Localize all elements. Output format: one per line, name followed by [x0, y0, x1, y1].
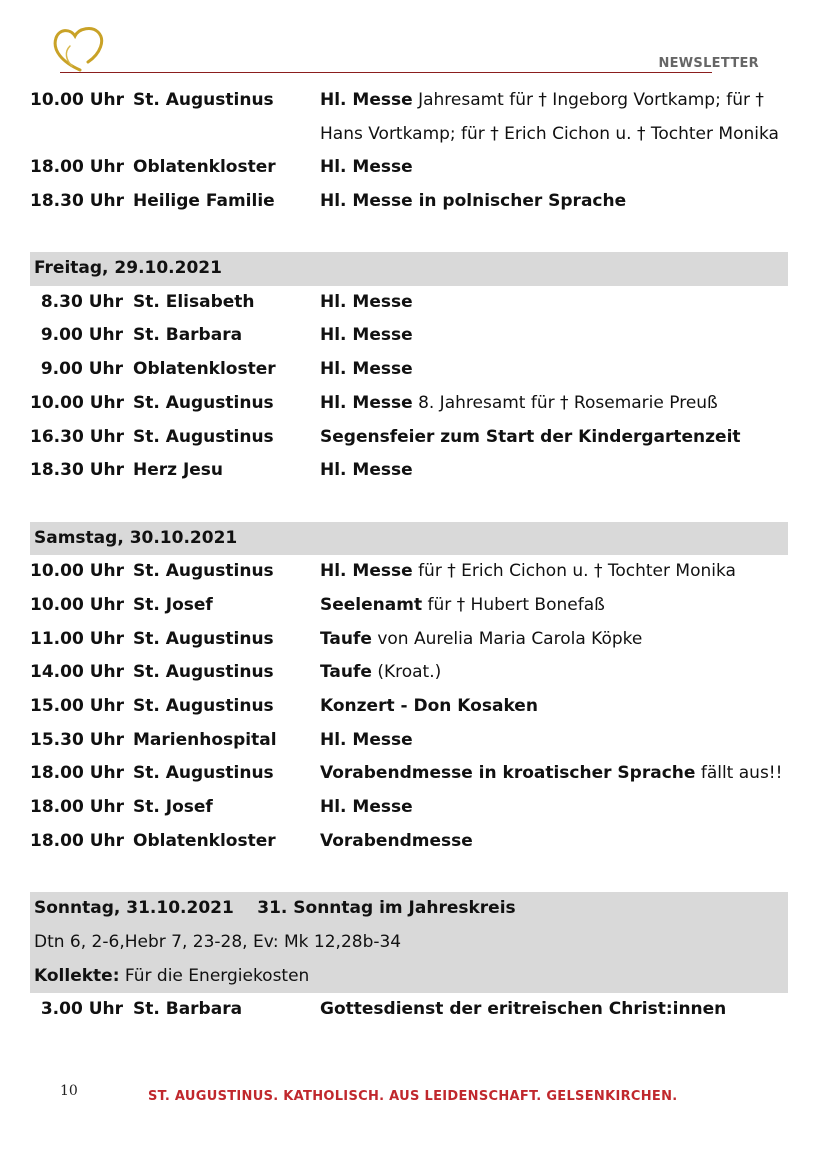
entry-title: Hl. Messe in polnischer Sprache [320, 190, 627, 211]
day-heading-text: Sonntag, 31.10.2021 [34, 898, 234, 919]
entry-description [320, 421, 741, 455]
schedule-entry [30, 656, 788, 690]
entry-place: St. Augustinus [133, 90, 274, 110]
newsletter-label: NEWSLETTER [658, 56, 759, 71]
entry-time: 15.00 Uhr [30, 696, 124, 716]
schedule-entry [30, 387, 788, 421]
entry-place: St. Augustinus [133, 662, 274, 683]
entry-time: 18.00 Uhr [30, 797, 124, 818]
entry-title: Gottesdienst der eritreischen Christ:innen [320, 999, 727, 1020]
entry-title: Hl. Messe [320, 291, 413, 312]
entry-place: St. Josef [133, 594, 213, 615]
entry-place: St. Josef [133, 797, 213, 818]
entry-time: 18.00 Uhr [30, 830, 124, 851]
heart-logo [50, 26, 112, 74]
entry-title: Hl. Messe [320, 561, 413, 582]
schedule-entry [30, 724, 788, 758]
entry-place: Marienhospital [133, 729, 277, 750]
entry-description [320, 353, 413, 387]
entry-title: Konzert - Don Kosaken [320, 696, 538, 716]
entry-time: 10.00 Uhr [30, 392, 124, 413]
entry-title: Hl. Messe [320, 392, 413, 413]
entry-detail: für † Hubert Bonefaß [427, 594, 605, 615]
schedule-entry [30, 791, 788, 825]
entry-description [320, 84, 788, 151]
entry-description [320, 791, 413, 825]
schedule-entry [30, 993, 788, 1027]
entry-time: 16.30 Uhr [30, 426, 124, 447]
entry-title: Hl. Messe [320, 359, 413, 380]
entry-title: Vorabendmesse in kroatischer Sprache [320, 763, 696, 784]
entry-time: 10.00 Uhr [30, 90, 124, 110]
entry-time: 11.00 Uhr [30, 628, 124, 649]
thursday-continued-entries [30, 84, 788, 218]
entry-place: St. Augustinus [133, 426, 274, 447]
schedule-entry [30, 589, 788, 623]
schedule-entry [30, 84, 788, 151]
spacer [30, 488, 788, 522]
entry-title: Vorabendmesse [320, 830, 473, 851]
entry-title: Hl. Messe [320, 157, 413, 177]
entry-title: Hl. Messe [320, 729, 413, 750]
entry-description [320, 724, 413, 758]
entry-time: 15.30 Uhr [30, 729, 124, 750]
entry-detail: fällt aus!! [700, 763, 783, 784]
page-number: 10 [60, 1083, 78, 1099]
entry-description [320, 151, 413, 185]
entry-description [320, 454, 413, 488]
entry-title: Hl. Messe [320, 797, 413, 818]
schedule-entry [30, 286, 788, 320]
entry-place: Herz Jesu [133, 460, 224, 481]
schedule-entry [30, 185, 788, 219]
entry-title: Hl. Messe [320, 460, 413, 481]
entry-description [320, 185, 626, 219]
collection-label: Kollekte: [34, 965, 120, 986]
entry-description [320, 825, 473, 859]
entry-place: Oblatenkloster [133, 359, 276, 380]
saturday-entries [30, 555, 788, 858]
schedule-entry [30, 151, 788, 185]
entry-description [320, 690, 538, 724]
entry-detail: für † Erich Cichon u. † Tochter Monika [418, 561, 736, 582]
schedule-entry [30, 623, 788, 657]
schedule-entry [30, 421, 788, 455]
entry-detail: 8. Jahresamt für † Rosemarie Preuß [418, 392, 718, 413]
entry-detail: (Kroat.) [377, 662, 442, 683]
entry-title: Taufe [320, 628, 372, 649]
day-heading-text: Samstag, 30.10.2021 [34, 527, 238, 548]
entry-place: St. Augustinus [133, 392, 274, 413]
entry-place: Heilige Familie [133, 190, 275, 211]
entry-place: Oblatenkloster [133, 157, 276, 177]
entry-title: Seelenamt [320, 594, 423, 615]
entry-time: 9.00 Uhr [40, 325, 123, 346]
entry-title: Segensfeier zum Start der Kindergartenzeit [320, 426, 741, 447]
entry-place: Oblatenkloster [133, 830, 276, 851]
header-rule [60, 72, 712, 73]
entry-time: 9.00 Uhr [40, 359, 123, 380]
entry-detail: von Aurelia Maria Carola Köpke [377, 628, 643, 649]
schedule [30, 84, 788, 1027]
entry-time: 14.00 Uhr [30, 662, 124, 683]
entry-description [320, 623, 642, 657]
entry-time: 10.00 Uhr [30, 594, 124, 615]
entry-place: St. Augustinus [133, 696, 274, 716]
schedule-entry [30, 690, 788, 724]
spacer [30, 218, 788, 252]
footer-slogan: ST. AUGUSTINUS. KATHOLISCH. AUS LEIDENSCHAFT. GELSENKIRCHEN. [148, 1089, 678, 1104]
entry-description [320, 387, 718, 421]
entry-description [320, 656, 441, 690]
sunday-entries [30, 993, 788, 1027]
friday-entries [30, 286, 788, 488]
schedule-entry [30, 353, 788, 387]
entry-place: St. Elisabeth [133, 291, 255, 312]
entry-time: 18.30 Uhr [30, 460, 124, 481]
entry-time: 10.00 Uhr [30, 561, 124, 582]
schedule-entry [30, 825, 788, 859]
schedule-entry [30, 454, 788, 488]
day-heading-text: Freitag, 29.10.2021 [34, 258, 222, 279]
entry-time: 8.30 Uhr [40, 291, 123, 312]
entry-description [320, 286, 413, 320]
schedule-entry [30, 555, 788, 589]
entry-time: 18.00 Uhr [30, 157, 124, 177]
entry-time: 18.00 Uhr [30, 763, 124, 784]
day-heading-friday [30, 252, 788, 286]
readings: Dtn 6, 2-6,Hebr 7, 23-28, Ev: Mk 12,28b-34 [34, 931, 402, 952]
entry-description [320, 555, 736, 589]
spacer [30, 858, 788, 892]
schedule-entry [30, 319, 788, 353]
entry-time: 18.30 Uhr [30, 190, 124, 211]
entry-place: St. Augustinus [133, 561, 274, 582]
schedule-entry [30, 757, 788, 791]
liturgical-day: 31. Sonntag im Jahreskreis [257, 898, 516, 919]
entry-description [320, 993, 726, 1027]
day-heading-sunday [30, 892, 788, 993]
entry-description [320, 757, 782, 791]
entry-place: St. Augustinus [133, 628, 274, 649]
entry-place: St. Barbara [133, 999, 243, 1020]
entry-detail: Jahresamt für † Ingeborg Vortkamp; für † Hans Vortkamp; für † Erich Cichon u. † Tochter Monika [320, 90, 779, 144]
entry-place: St. Barbara [133, 325, 243, 346]
day-heading-saturday [30, 522, 788, 556]
entry-time: 3.00 Uhr [40, 999, 123, 1020]
collection-text: Für die Energiekosten [124, 965, 310, 986]
entry-place: St. Augustinus [133, 763, 274, 784]
entry-title: Hl. Messe [320, 325, 413, 346]
entry-title: Hl. Messe [320, 90, 413, 110]
entry-title: Taufe [320, 662, 372, 683]
entry-description [320, 589, 605, 623]
entry-description [320, 319, 413, 353]
